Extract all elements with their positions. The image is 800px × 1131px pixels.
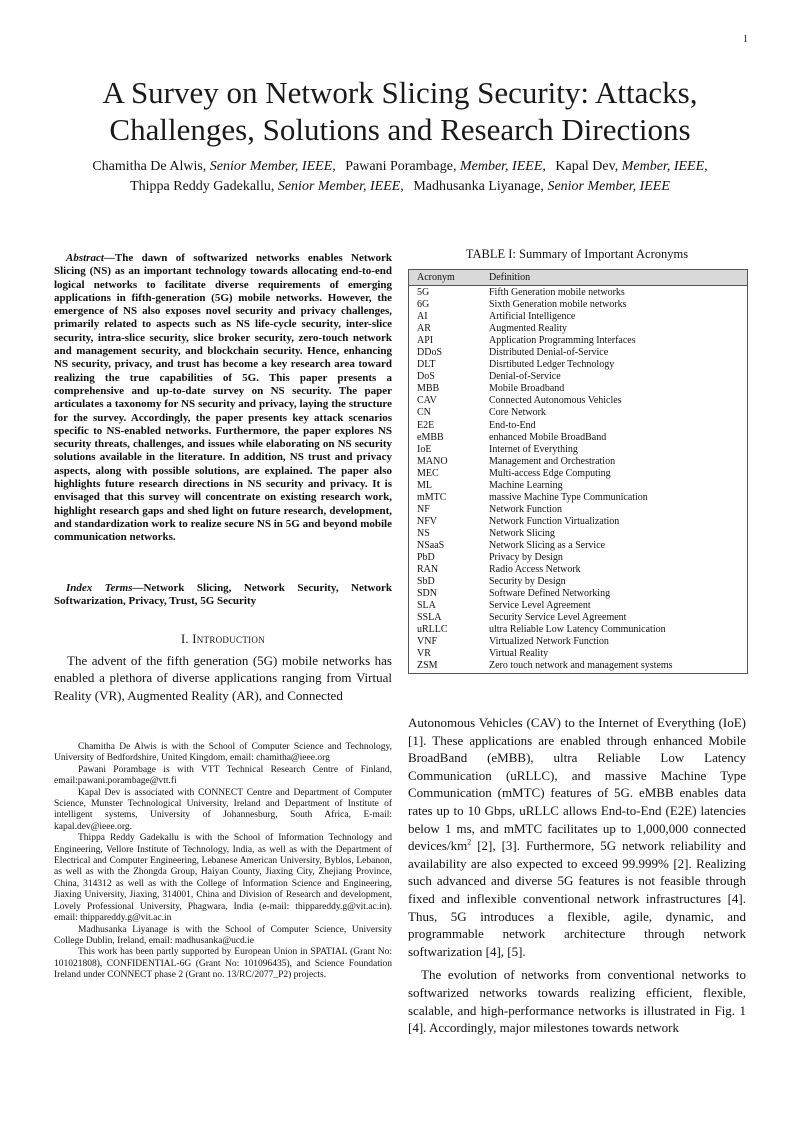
- definition-cell: Software Defined Networking: [489, 588, 611, 600]
- index-terms: [54, 582, 392, 609]
- table-row: [409, 504, 747, 516]
- paragraph: Autonomous Vehicles (CAV) to the Internet of Everything (IoE) [1]. These applications are enabled through enhanced Mobile BroadBand (eMBB), ultra Reliable Low Latency Communication (uRLLC), and massive Machine Type Communication (mMTC) features of 5G. eMBB enables data rates up to 10 Gbps, uRLLC allows End-to-End (E2E) latencies below 1 ms, and mMTC facilitates up to 1,000,000 connected devices/$km^2$ [2], [3]. Furthermore, 5G network reliability and availability are also expected to exceed 99.999% [2]. Realizing such advanced and diverse 5G features is not feasible through fixed and inflexible conventional network infrastructures [4]. Thus, 5G introduces a flexible, agile, dynamic, and programmable network architecture through network softwarization [4], [5].: [408, 715, 746, 959]
- definition-cell: Security by Design: [489, 576, 566, 588]
- definition-cell: Core Network: [489, 407, 546, 419]
- author: Thippa Reddy Gadekallu, Senior Member, IEEE,: [130, 179, 404, 194]
- table-row: [409, 612, 747, 624]
- author-list: [40, 157, 760, 197]
- table-body: [409, 286, 747, 673]
- definition-cell: Denial-of-Service: [489, 371, 561, 383]
- acronym-cell: SbD: [417, 576, 435, 588]
- table-row: [409, 407, 747, 419]
- acronym-cell: MEC: [417, 467, 439, 479]
- table-row: [409, 648, 747, 660]
- definition-cell: Radio Access Network: [489, 564, 581, 576]
- abstract: [54, 252, 392, 545]
- acronym-cell: AI: [417, 311, 428, 323]
- table-row: [409, 624, 747, 636]
- definition-cell: Distributed Denial-of-Service: [489, 347, 609, 359]
- table-row: [409, 432, 747, 444]
- index-terms-label: Index Terms: [66, 582, 133, 594]
- table-row: [409, 540, 747, 552]
- section-heading: I. Introduction: [180, 632, 266, 646]
- acronym-cell: CAV: [417, 395, 437, 407]
- definition-cell: Management and Orchestration: [489, 455, 616, 467]
- acronym-cell: VR: [417, 648, 431, 660]
- acronym-cell: CN: [417, 407, 431, 419]
- table-row: [409, 492, 747, 504]
- acronym-cell: VNF: [417, 636, 438, 648]
- definition-cell: Zero touch network and management systems: [489, 660, 673, 672]
- table-row: [409, 347, 747, 359]
- definition-cell: Internet of Everything: [489, 443, 578, 455]
- definition-cell: Mobile Broadband: [489, 383, 565, 395]
- definition-cell: Network Function: [489, 503, 563, 515]
- footnote: Pawani Porambage is with VTT Technical Research Centre of Finland, email:pawani.porambage@vtt.fi: [54, 764, 392, 787]
- acronym-cell: SDN: [417, 588, 438, 600]
- definition-cell: Privacy by Design: [489, 552, 563, 564]
- table-row: [409, 600, 747, 612]
- footnote: Chamitha De Alwis is with the School of Computer Science and Technology, University of Bedfordshire, United Kingdom, email: chamitha@ieee.org: [54, 742, 392, 764]
- acronym-cell: NFV: [417, 515, 438, 527]
- table-row: [409, 323, 747, 335]
- table-row: [409, 564, 747, 576]
- definition-cell: Connected Autonomous Vehicles: [489, 395, 622, 407]
- acronym-cell: ZSM: [417, 660, 438, 672]
- table-row: [409, 588, 747, 600]
- definition-cell: Service Level Agreement: [489, 600, 591, 612]
- acronym-cell: NS: [417, 527, 430, 539]
- table-row: [409, 444, 747, 456]
- acronym-cell: DoS: [417, 371, 435, 383]
- intro-paragraph: The advent of the fifth generation (5G) mobile networks has enabled a plethora of diverse applications ranging from Virtual Reality (VR), Augmented Reality (AR), and Connected: [54, 653, 392, 703]
- acronym-cell: MANO: [417, 455, 448, 467]
- acronym-cell: E2E: [417, 419, 435, 431]
- author: Chamitha De Alwis, Senior Member, IEEE,: [92, 159, 336, 174]
- acronym-cell: 6G: [417, 299, 430, 311]
- definition-cell: Machine Learning: [489, 479, 563, 491]
- footnote: Madhusanka Liyanage is with the School of Computer Science, University College Dublin, Ireland, email: madhusanka@ucd.ie: [54, 924, 392, 946]
- author: Kapal Dev, Member, IEEE,: [555, 159, 708, 174]
- footnote: This work has been partly supported by European Union in SPATIAL (Grant No: 101021808), CONFIDENTIAL-6G (Grant No: 101096435), and Science Foundation Ireland under CONNECT phase 2 (Grant no. 13/RC/2077_P2) projects.: [54, 947, 392, 981]
- acronym-cell: eMBB: [417, 431, 444, 443]
- acronym-cell: ML: [417, 479, 432, 491]
- right-column-text: [408, 714, 746, 1037]
- definition-cell: End-to-End: [489, 419, 536, 431]
- acronym-cell: DLT: [417, 359, 436, 371]
- acronym-table: [408, 269, 748, 674]
- abstract-text: —The dawn of softwarized networks enables Network Slicing (NS) as an important technology towards allocating end-to-end logical networks to facilitate diverse requirements of emerging applications in fifth-generation (5G) mobile networks. However, the emergence of NS also exposes novel security and privacy challenges, primarily related to aspects such as NS life-cycle security, inter-slice security, intra-slice security, slice broker security, zero-touch network and management security, and blockchain security. Hence, enhancing NS security, privacy, and trust has become a key research area toward realizing the true capabilities of 5G. This paper presents a comprehensive and up-to-date survey on NS security. The paper articulates a taxonomy for NS security and privacy, laying the structure for the survey. Accordingly, the paper presents key attack scenarios specific to NS-enabled networks. Furthermore, the paper explores NS security threats, challenges, and issues while elaborating on NS security solutions available in the literature. In addition, NS trust and privacy aspects, along with possible solutions, are explained. The paper also highlights future research directions in NS security and privacy. It is envisaged that this survey will concentrate on existing research work, highlight research gaps and shed light on future research, development, and standardization work to realize secure NS in 5G and beyond mobile communication networks.: [54, 252, 392, 544]
- definition-cell: Multi-access Edge Computing: [489, 467, 611, 479]
- acronym-cell: PbD: [417, 552, 435, 564]
- definition-cell: Virtual Reality: [489, 648, 549, 660]
- definition-cell: Virtualized Network Function: [489, 636, 609, 648]
- table-row: [409, 660, 747, 672]
- author: Madhusanka Liyanage, Senior Member, IEEE: [413, 179, 670, 194]
- table-row: [409, 311, 747, 323]
- acronym-cell: mMTC: [417, 491, 447, 503]
- acronym-cell: 5G: [417, 287, 430, 298]
- header-definition: Definition: [489, 272, 531, 283]
- table-row: [409, 287, 747, 299]
- definition-cell: Sixth Generation mobile networks: [489, 299, 627, 311]
- definition-cell: Augmented Reality: [489, 323, 568, 335]
- table-row: [409, 516, 747, 528]
- table-row: [409, 456, 747, 468]
- abstract-label: Abstract: [66, 252, 104, 264]
- acronym-cell: SSLA: [417, 612, 442, 624]
- acronym-cell: RAN: [417, 564, 439, 576]
- table-row: [409, 528, 747, 540]
- acronym-cell: NF: [417, 503, 430, 515]
- author-footnotes: [54, 742, 392, 982]
- acronym-cell: SLA: [417, 600, 436, 612]
- table-row: [409, 395, 747, 407]
- table-row: [409, 468, 747, 480]
- definition-cell: Network Function Virtualization: [489, 515, 620, 527]
- acronym-cell: DDoS: [417, 347, 443, 359]
- page-number: 1: [743, 34, 748, 45]
- definition-cell: ultra Reliable Low Latency Communication: [489, 624, 666, 636]
- definition-cell: Artificial Intelligence: [489, 311, 576, 323]
- table-row: [409, 335, 747, 347]
- header-acronym: Acronym: [417, 272, 455, 283]
- acronym-cell: IoE: [417, 443, 432, 455]
- paper-title: A Survey on Network Slicing Security: Attacks, Challenges, Solutions and Research Directions: [102, 75, 698, 147]
- table-row: [409, 383, 747, 395]
- author: Pawani Porambage, Member, IEEE,: [345, 159, 546, 174]
- table-row: [409, 636, 747, 648]
- table-row: [409, 420, 747, 432]
- definition-cell: Disrtibuted Ledger Technology: [489, 359, 615, 371]
- definition-cell: Network Slicing: [489, 527, 555, 539]
- paragraph: The evolution of networks from conventional networks to softwarized networks towards realizing efficient, flexible, scalable, and high-performance networks is illustrated in Fig. 1 [4]. Accordingly, major milestones towards network: [408, 967, 746, 1036]
- footnote: Thippa Reddy Gadekallu is with the School of Information Technology and Engineering, Vellore Institute of Technology, India, as well as with the Department of Electrical and Computer Engineering, Lebanese American University, Byblos, Lebanon, as well as with the Zhongda Group, Haiyan County, Jiaxing City, Zhejiang Province, China, 314312 as well as with the College of Information Science and Engineering, Jiaxing University, Jiaxing, 314001, China and Division of Research and development, Lovely Professional University, Phagwara, India (e-mail: thippareddy.g@vit.ac.in). email: thippareddy.g@vit.ac.in: [54, 833, 392, 924]
- acronym-cell: NSaaS: [417, 539, 445, 551]
- table-row: [409, 299, 747, 311]
- table-row: [409, 371, 747, 383]
- index-terms-text: —Network Slicing, Network Security, Network Softwarization, Privacy, Trust, 5G Security: [54, 582, 392, 608]
- definition-cell: Fifth Generation mobile networks: [489, 287, 625, 298]
- definition-cell: Network Slicing as a Service: [489, 539, 606, 551]
- acronym-cell: uRLLC: [417, 624, 448, 636]
- definition-cell: massive Machine Type Communication: [489, 491, 648, 503]
- acronym-cell: API: [417, 335, 434, 347]
- definition-cell: Security Service Level Agreement: [489, 612, 627, 624]
- table-row: [409, 480, 747, 492]
- table-row: [409, 552, 747, 564]
- footnote: Kapal Dev is associated with CONNECT Centre and Department of Computer Science, Munster Technological University, Ireland and Department of Institute of intelligent systems, University of Johannesburg, South Africa, E-mail: kapal.dev@ieee.org.: [54, 787, 392, 832]
- acronym-cell: AR: [417, 323, 431, 335]
- table-row: [409, 359, 747, 371]
- definition-cell: enhanced Mobile BroadBand: [489, 431, 607, 443]
- acronym-cell: MBB: [417, 383, 440, 395]
- table-row: [409, 576, 747, 588]
- definition-cell: Application Programming Interfaces: [489, 335, 636, 347]
- table-caption: TABLE I: Summary of Important Acronyms: [465, 247, 689, 261]
- table-header: [409, 270, 747, 286]
